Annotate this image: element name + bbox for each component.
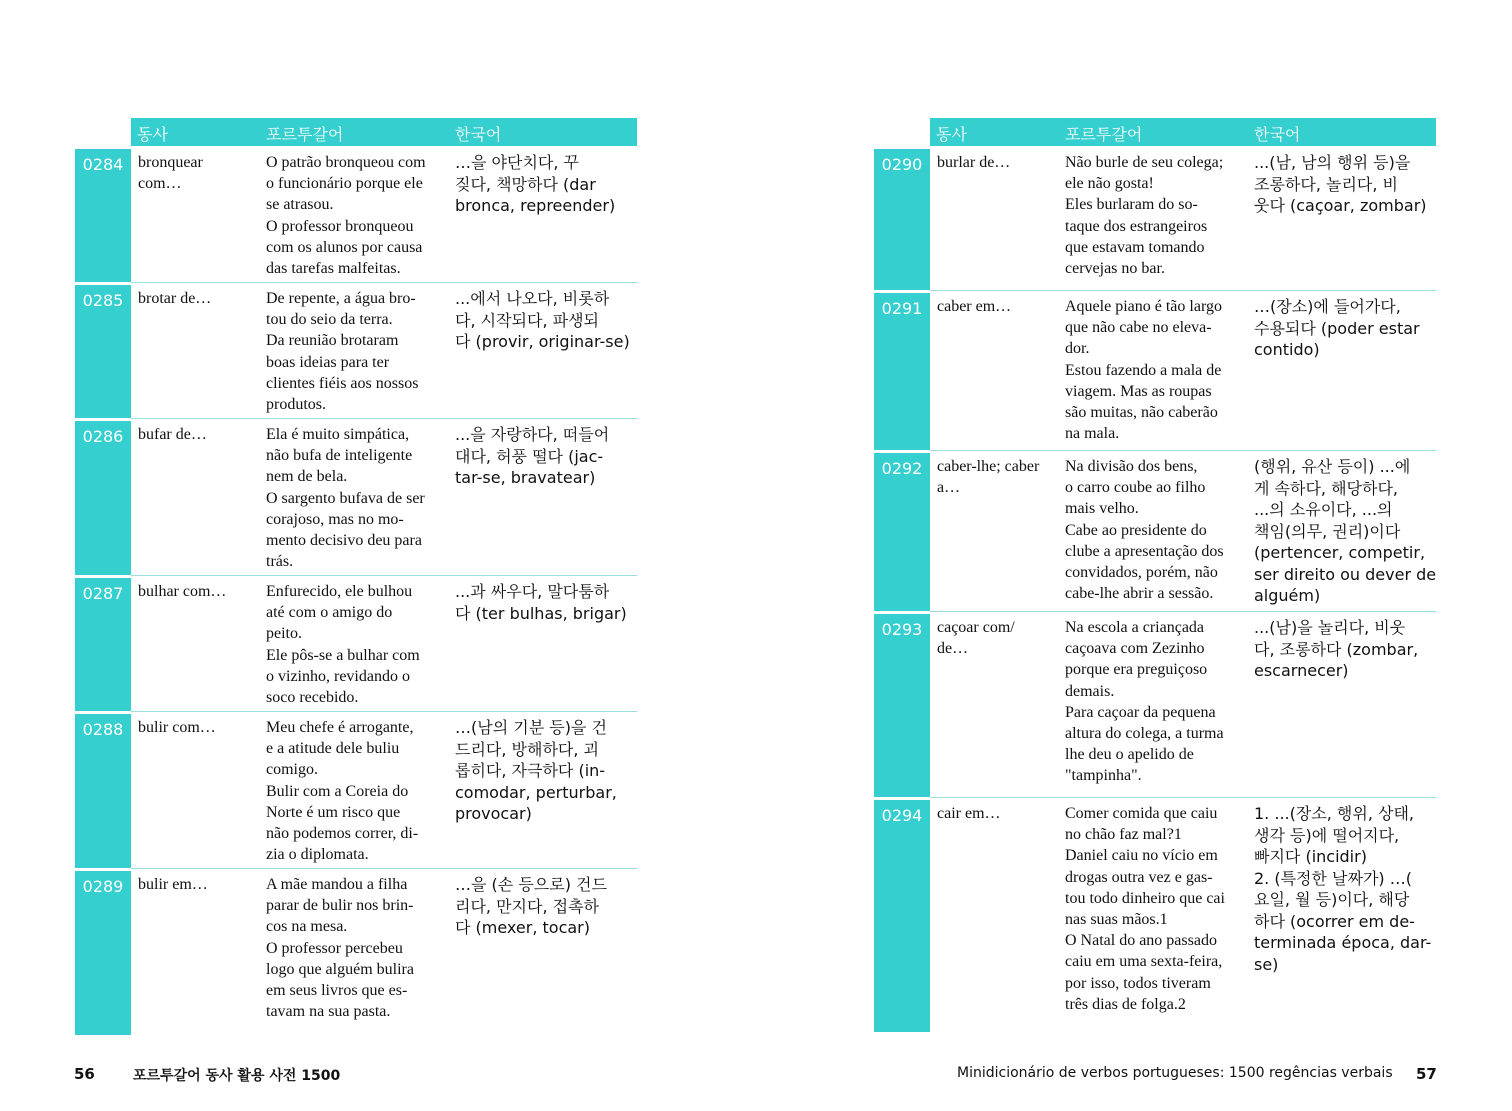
text-line: 수용되다 (poder estar — [1254, 318, 1420, 338]
text-line: alguém) — [1254, 586, 1321, 605]
text-line: Bulir com a Coreia do — [266, 782, 409, 800]
entry-number-cell — [75, 714, 131, 868]
entry-row — [75, 575, 637, 711]
text-line: cabe-lhe abrir a sessão. — [1065, 585, 1214, 603]
table-header — [75, 118, 637, 146]
korean-meaning — [1254, 152, 1436, 217]
text-line: drogas outra vez e gas- — [1065, 868, 1213, 886]
text-line: 다, 시작되다, 파생되 — [455, 310, 599, 330]
row-divider — [930, 290, 1436, 291]
entry-number-cell — [75, 578, 131, 711]
text-line: Enfurecido, ele bulhou — [266, 583, 413, 600]
text-line: terminada época, dar- — [1254, 933, 1432, 952]
text-line: "tampinha". — [1065, 767, 1142, 785]
text-line: tou todo dinheiro que cai — [1065, 889, 1225, 907]
entry-list — [874, 146, 1436, 1032]
verb-text — [138, 152, 256, 194]
right-page — [874, 118, 1436, 1032]
row-divider — [131, 282, 637, 283]
row-divider — [131, 868, 637, 869]
text-line: ...에서 나오다, 비롯하 — [455, 289, 610, 308]
header-portuguese: 포르투갈어 — [1065, 125, 1143, 144]
text-line: (행위, 유산 등이) ...에 — [1254, 457, 1411, 476]
text-line: cair em… — [937, 805, 1001, 822]
text-line: 대다, 허풍 떨다 (jac- — [455, 446, 604, 466]
entry-number-cell — [75, 285, 131, 418]
entry-row — [874, 290, 1436, 450]
text-line: viagem. Mas as roupas — [1065, 382, 1212, 400]
text-line: …(남의 기분 등)을 건 — [455, 718, 607, 737]
text-line: se) — [1254, 954, 1279, 974]
text-line: corajoso, mas no mo- — [266, 510, 404, 528]
verb-text — [937, 617, 1055, 659]
text-line: 다 (ter bulhas, brigar) — [455, 603, 627, 623]
korean-meaning — [1254, 617, 1436, 682]
row-divider — [930, 611, 1436, 612]
text-line: de… — [937, 640, 969, 658]
entry-number-cell — [75, 149, 131, 282]
text-line: 빠지다 (incidir) — [1254, 847, 1367, 866]
book-title-left: 포르투갈어 동사 활용 사전 1500 — [133, 1068, 341, 1084]
verb-text — [937, 296, 1055, 317]
text-line: o funcionário porque ele — [266, 175, 423, 193]
korean-meaning — [455, 717, 637, 825]
entry-row — [75, 146, 637, 282]
entry-number: 0285 — [82, 291, 124, 310]
text-line: porque era preguiçoso — [1065, 661, 1208, 679]
text-line: bulir com… — [138, 719, 216, 736]
verb-text — [937, 456, 1055, 498]
entry-row — [874, 450, 1436, 611]
entry-number-cell — [75, 421, 131, 575]
text-line: convidados, porém, não — [1065, 564, 1218, 582]
korean-meaning — [455, 424, 637, 489]
row-divider — [930, 450, 1436, 451]
verb-text — [138, 717, 256, 738]
text-line: não bufa de inteligente — [266, 447, 413, 465]
text-line: com os alunos por causa — [266, 238, 423, 256]
text-line: não podemos correr, di- — [266, 825, 419, 843]
text-line: caber em… — [937, 298, 1012, 315]
text-line: mais velho. — [1065, 500, 1139, 518]
portuguese-example — [266, 874, 449, 1022]
entry-number: 0293 — [881, 620, 923, 639]
text-line: são muitas, não caberão — [1065, 404, 1218, 422]
text-line: O professor percebeu — [266, 939, 403, 957]
text-line: caiu em uma sexta-feira, — [1065, 953, 1223, 971]
text-line: comodar, perturbar, — [455, 782, 617, 802]
entry-row — [75, 868, 637, 1035]
book-title-right: Minidicionário de verbos portugueses: 1500 regências verbais — [957, 1065, 1393, 1081]
entry-row — [75, 282, 637, 418]
entry-number-cell — [75, 871, 131, 1035]
text-line: que não cabe no eleva- — [1065, 319, 1212, 337]
text-line: 짖다, 책망하다 (dar — [455, 174, 596, 194]
text-line: O sargento bufava de ser — [266, 489, 425, 507]
text-line: 책임(의무, 권리)이다 — [1254, 521, 1401, 541]
portuguese-example — [266, 717, 449, 865]
text-line: altura do colega, a turma — [1065, 725, 1224, 743]
text-line: bulir em… — [138, 876, 208, 893]
entry-number: 0284 — [82, 155, 124, 174]
text-line: …을 야단치다, 꾸 — [455, 153, 579, 172]
verb-text — [138, 288, 256, 309]
entry-number: 0286 — [82, 427, 124, 446]
text-line: logo que alguém bulira — [266, 960, 414, 978]
text-line: 게 속하다, 해당하다, — [1254, 478, 1398, 498]
text-line: boas ideias para ter — [266, 353, 390, 371]
text-line: caçoar com/ — [937, 619, 1015, 636]
text-line: O patrão bronqueou com — [266, 154, 426, 171]
text-line: tou do seio da terra. — [266, 311, 393, 329]
header-verb: 동사 — [137, 125, 168, 144]
text-line: em seus livros que es- — [266, 982, 408, 1000]
entry-number: 0289 — [82, 877, 124, 896]
text-line: das tarefas malfeitas. — [266, 260, 401, 278]
text-line: 웃다 (caçoar, zombar) — [1254, 196, 1427, 215]
text-line: 다 (provir, originar-se) — [455, 332, 630, 351]
text-line: 다, 조롱하다 (zombar, — [1254, 639, 1419, 659]
text-line: …을 (손 등으로) 건드 — [455, 875, 607, 894]
korean-meaning — [1254, 296, 1436, 361]
text-line: nas suas mãos.1 — [1065, 911, 1168, 929]
portuguese-example — [1065, 152, 1248, 279]
text-line: Estou fazendo a mala de — [1065, 361, 1222, 379]
header-band — [930, 118, 1436, 146]
entry-number-cell — [874, 149, 930, 290]
text-line: parar de bulir nos brin- — [266, 897, 414, 915]
text-line: ...을 자랑하다, 떠들어 — [455, 425, 610, 444]
row-divider — [131, 711, 637, 712]
text-line: Comer comida que caiu — [1065, 805, 1218, 822]
table-header — [874, 118, 1436, 146]
portuguese-example — [1065, 803, 1248, 1015]
entry-number: 0287 — [82, 584, 124, 603]
text-line: bronquear — [138, 154, 203, 171]
text-line: cos na mesa. — [266, 918, 348, 936]
text-line: 리다, 만지다, 접촉하 — [455, 896, 599, 916]
portuguese-example — [1065, 296, 1248, 444]
text-line: brotar de… — [138, 290, 212, 307]
row-divider — [131, 418, 637, 419]
entry-number: 0290 — [881, 155, 923, 174]
text-line: bufar de… — [138, 426, 207, 443]
text-line: lhe deu o apelido de — [1065, 746, 1194, 764]
text-line: Aquele piano é tão largo — [1065, 298, 1222, 315]
text-line: bronca, repreender) — [455, 196, 616, 215]
text-line: o carro coube ao filho — [1065, 479, 1206, 497]
text-line: Meu chefe é arrogante, — [266, 719, 414, 736]
text-line: ...(남)을 놀리다, 비웃 — [1254, 618, 1406, 637]
text-line: 조롱하다, 놀리다, 비 — [1254, 174, 1398, 194]
text-line: 하다 (ocorrer em de- — [1254, 911, 1415, 931]
portuguese-example — [266, 424, 449, 572]
text-line: Ela é muito simpática, — [266, 426, 410, 443]
text-line: soco recebido. — [266, 689, 359, 707]
text-line: 다 (mexer, tocar) — [455, 918, 590, 937]
entry-row — [75, 418, 637, 575]
text-line: Ele pôs-se a bulhar com — [266, 646, 420, 664]
entry-list — [75, 146, 637, 1035]
text-line: a… — [937, 479, 961, 497]
text-line: 요일, 월 등)이다, 해당 — [1254, 890, 1410, 909]
text-line: escarnecer) — [1254, 661, 1349, 680]
text-line: produtos. — [266, 396, 326, 414]
korean-meaning — [455, 152, 637, 217]
text-line: (pertencer, competir, — [1254, 543, 1426, 562]
text-line: ...의 소유이다, ...의 — [1254, 500, 1393, 519]
verb-text — [138, 424, 256, 445]
text-line: e a atitude dele buliu — [266, 740, 400, 758]
text-line: contido) — [1254, 340, 1320, 359]
text-line: por isso, todos tiveram — [1065, 974, 1211, 992]
portuguese-example — [1065, 617, 1248, 787]
text-line: provocar) — [455, 804, 532, 823]
text-line: dor. — [1065, 340, 1090, 358]
portuguese-example — [266, 152, 449, 279]
korean-meaning — [455, 581, 637, 624]
text-line: com… — [138, 175, 182, 193]
text-line: De repente, a água bro- — [266, 290, 416, 307]
text-line: ser direito ou dever de — [1254, 564, 1437, 584]
text-line: 2. (특정한 날짜가) …( — [1254, 868, 1412, 888]
text-line: até com o amigo do — [266, 604, 393, 622]
text-line: no chão faz mal?1 — [1065, 826, 1182, 844]
verb-text — [138, 581, 256, 602]
portuguese-example — [266, 288, 449, 415]
page-number-left: 56 — [74, 1065, 95, 1083]
left-page — [75, 118, 637, 1035]
text-line: taque dos estrangeiros — [1065, 217, 1208, 235]
text-line: caber-lhe; caber — [937, 458, 1040, 475]
header-korean: 한국어 — [1254, 125, 1301, 144]
korean-meaning — [1254, 456, 1436, 607]
korean-meaning — [1254, 803, 1436, 975]
entry-number: 0288 — [82, 720, 124, 739]
entry-number: 0292 — [881, 459, 923, 478]
entry-number-cell — [874, 453, 930, 611]
text-line: zia o diplomata. — [266, 846, 369, 864]
text-line: demais. — [1065, 682, 1115, 700]
text-line: tavam na sua pasta. — [266, 1003, 391, 1021]
text-line: clube a apresentação dos — [1065, 542, 1224, 560]
page-number-right: 57 — [1416, 1065, 1437, 1083]
header-korean: 한국어 — [455, 125, 502, 144]
text-line: Na divisão dos bens, — [1065, 458, 1198, 475]
text-line: trás. — [266, 553, 294, 571]
text-line: O Natal do ano passado — [1065, 932, 1217, 950]
korean-meaning — [455, 874, 637, 939]
text-line: tar-se, bravatear) — [455, 468, 596, 487]
text-line: clientes fiéis aos nossos — [266, 374, 419, 392]
text-line: 드리다, 방해하다, 괴 — [455, 739, 599, 759]
text-line: 1. ...(장소, 행위, 상태, — [1254, 804, 1415, 823]
text-line: peito. — [266, 625, 302, 643]
verb-text — [138, 874, 256, 895]
text-line: A mãe mandou a filha — [266, 876, 408, 893]
verb-text — [937, 152, 1055, 173]
text-line: Para caçoar da pequena — [1065, 703, 1216, 721]
text-line: Norte é um risco que — [266, 803, 401, 821]
text-line: nem de bela. — [266, 468, 348, 486]
text-line: que estavam tomando — [1065, 238, 1205, 256]
text-line: cervejas no bar. — [1065, 260, 1165, 278]
entry-row — [874, 146, 1436, 290]
text-line: comigo. — [266, 761, 318, 779]
entry-number-cell — [874, 800, 930, 1032]
header-portuguese: 포르투갈어 — [266, 125, 344, 144]
text-line: ele não gosta! — [1065, 175, 1154, 193]
header-verb: 동사 — [936, 125, 967, 144]
entry-row — [874, 797, 1436, 1032]
text-line: Não burle de seu colega; — [1065, 154, 1224, 171]
header-band — [131, 118, 637, 146]
text-line: 롭히다, 자극하다 (in- — [455, 761, 606, 780]
portuguese-example — [266, 581, 449, 708]
text-line: três dias de folga.2 — [1065, 995, 1186, 1013]
text-line: O professor bronqueou — [266, 217, 414, 235]
text-line: Daniel caiu no vício em — [1065, 847, 1218, 865]
row-divider — [131, 575, 637, 576]
entry-number-cell — [874, 293, 930, 450]
entry-number: 0294 — [881, 806, 923, 825]
entry-row — [75, 711, 637, 868]
entry-number: 0291 — [881, 299, 923, 318]
text-line: Na escola a criançada — [1065, 619, 1205, 636]
text-line: bulhar com… — [138, 583, 227, 600]
text-line: se atrasou. — [266, 196, 334, 214]
entry-row — [874, 611, 1436, 797]
text-line: na mala. — [1065, 425, 1120, 443]
text-line: mento decisivo deu para — [266, 532, 422, 550]
text-line: burlar de… — [937, 154, 1011, 171]
text-line: Cabe ao presidente do — [1065, 521, 1207, 539]
korean-meaning — [455, 288, 637, 353]
portuguese-example — [1065, 456, 1248, 604]
entry-number-cell — [874, 614, 930, 797]
text-line: ...(남, 남의 행위 등)을 — [1254, 153, 1411, 172]
text-line: Da reunião brotaram — [266, 332, 399, 350]
text-line: …(장소)에 들어가다, — [1254, 297, 1401, 316]
text-line: 생각 등)에 떨어지다, — [1254, 825, 1400, 845]
text-line: ...과 싸우다, 말다툼하 — [455, 582, 610, 601]
verb-text — [937, 803, 1055, 824]
text-line: caçoava com Zezinho — [1065, 640, 1205, 658]
row-divider — [930, 797, 1436, 798]
text-line: Eles burlaram do so- — [1065, 196, 1198, 214]
text-line: o vizinho, revidando o — [266, 667, 410, 685]
